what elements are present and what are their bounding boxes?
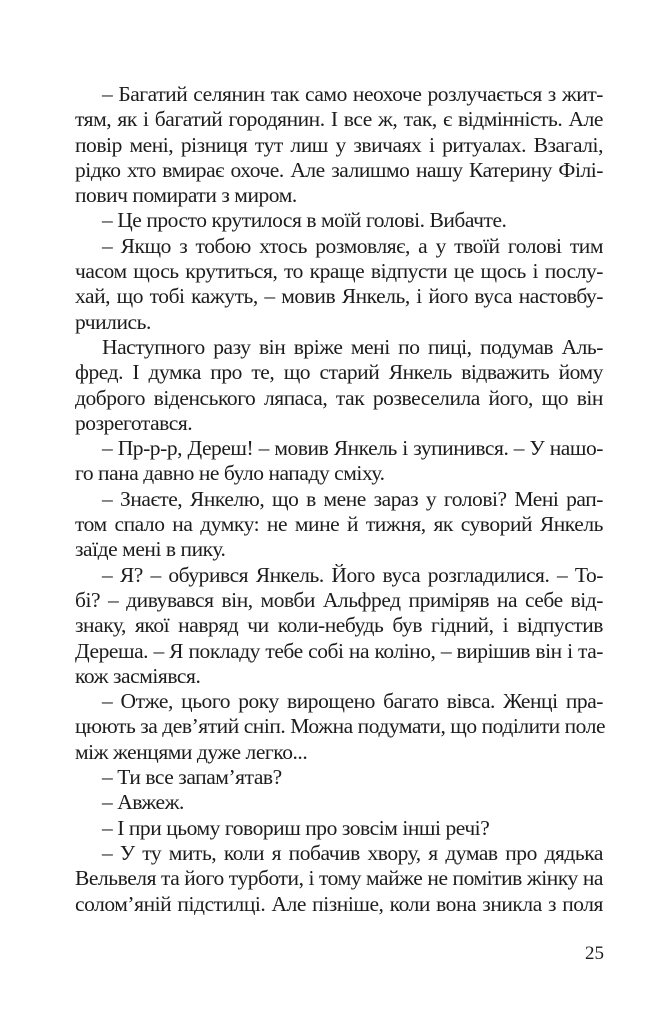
body-text bbox=[75, 82, 606, 917]
text-line: пович помирати з миром. bbox=[75, 183, 297, 208]
text-line: том спало на думку: не мине й тижня, як суворий Янкель bbox=[75, 512, 603, 537]
text-line: – Ти все запам’ятав? bbox=[102, 765, 282, 790]
paragraph bbox=[75, 689, 606, 765]
text-line: доброго віденського ляпаса, так розвеселила його, що він bbox=[75, 385, 603, 410]
paragraph bbox=[75, 335, 603, 436]
text-line: хай, що тобі кажуть, – мовив Янкель, і його вуса настовбу- bbox=[75, 284, 603, 309]
text-line: – Якщо з тобою хтось розмовляє, а у твоїй голові тим bbox=[102, 233, 603, 258]
text-line: бі? – дивувався він, мовби Альфред приміряв на себе від- bbox=[75, 587, 603, 612]
text-line: – Знаєте, Янкелю, що в мене зараз у голові? Мені рап- bbox=[102, 486, 603, 511]
text-line: розреготався. bbox=[75, 410, 193, 435]
paragraph bbox=[75, 816, 603, 841]
text-line: фред. І думка про те, що старий Янкель відважить йому bbox=[75, 360, 603, 385]
paragraph bbox=[75, 841, 603, 917]
text-line: – Це просто крутилося в моїй голові. Вибачте. bbox=[102, 208, 507, 233]
text-line: – Пр-р-р, Дереш! – мовив Янкель і зупинився. – У нашо- bbox=[102, 436, 603, 461]
text-line: – Я? – обурився Янкель. Його вуса розгладилися. – То- bbox=[102, 562, 603, 587]
paragraph bbox=[75, 208, 603, 233]
paragraph bbox=[75, 234, 603, 335]
paragraph bbox=[75, 790, 603, 815]
text-line: Наступного разу він вріже мені по пиці, подумав Аль- bbox=[102, 334, 603, 359]
text-line: Дереша. – Я покладу тебе собі на коліно, – вирішив він і та- bbox=[75, 638, 603, 663]
text-line: повір мені, різниця тут лиш у звичаях і ритуалах. Взагалі, bbox=[75, 132, 603, 157]
page-number: 25 bbox=[585, 943, 604, 964]
text-line: цюють за дев’ятий сніп. Можна подумати, що поділити поле bbox=[75, 714, 606, 739]
text-line: часом щось крутиться, то краще відпусти це щось і послу- bbox=[75, 259, 603, 284]
text-line: – У ту мить, коли я побачив хвору, я думав про дядька bbox=[102, 840, 603, 865]
text-line: заїде мені в пику. bbox=[75, 537, 226, 562]
text-line: між женцями дуже легко... bbox=[75, 739, 308, 764]
text-line: – Авжеж. bbox=[102, 790, 184, 815]
text-line: тям, як і багатий городянин. І все ж, так, є відмінність. Але bbox=[75, 107, 603, 132]
paragraph bbox=[75, 765, 603, 790]
text-line: – І при цьому говориш про зовсім інші речі? bbox=[102, 815, 490, 840]
text-line: го пана давно не було нападу сміху. bbox=[75, 461, 385, 486]
text-line: Вельвеля та його турботи, і тому майже не помітив жінку на bbox=[75, 866, 603, 891]
paragraph bbox=[75, 436, 603, 487]
text-line: рчились. bbox=[75, 309, 151, 334]
paragraph bbox=[75, 563, 603, 689]
text-line: – Багатий селянин так само неохоче розлучається з жит- bbox=[102, 82, 603, 106]
paragraph bbox=[75, 487, 603, 563]
text-line: рідко хто вмирає охоче. Але залишмо нашу Катерину Філі- bbox=[75, 157, 603, 182]
text-line: кож засміявся. bbox=[75, 663, 201, 688]
paragraph bbox=[75, 82, 603, 208]
text-line: солом’яній підстилці. Але пізніше, коли вона зникла з поля bbox=[75, 891, 603, 916]
text-line: – Отже, цього року вирощено багато вівса. Женці пра- bbox=[102, 689, 603, 714]
text-line: знаку, якої навряд чи коли-небудь був гідний, і відпустив bbox=[75, 613, 603, 638]
